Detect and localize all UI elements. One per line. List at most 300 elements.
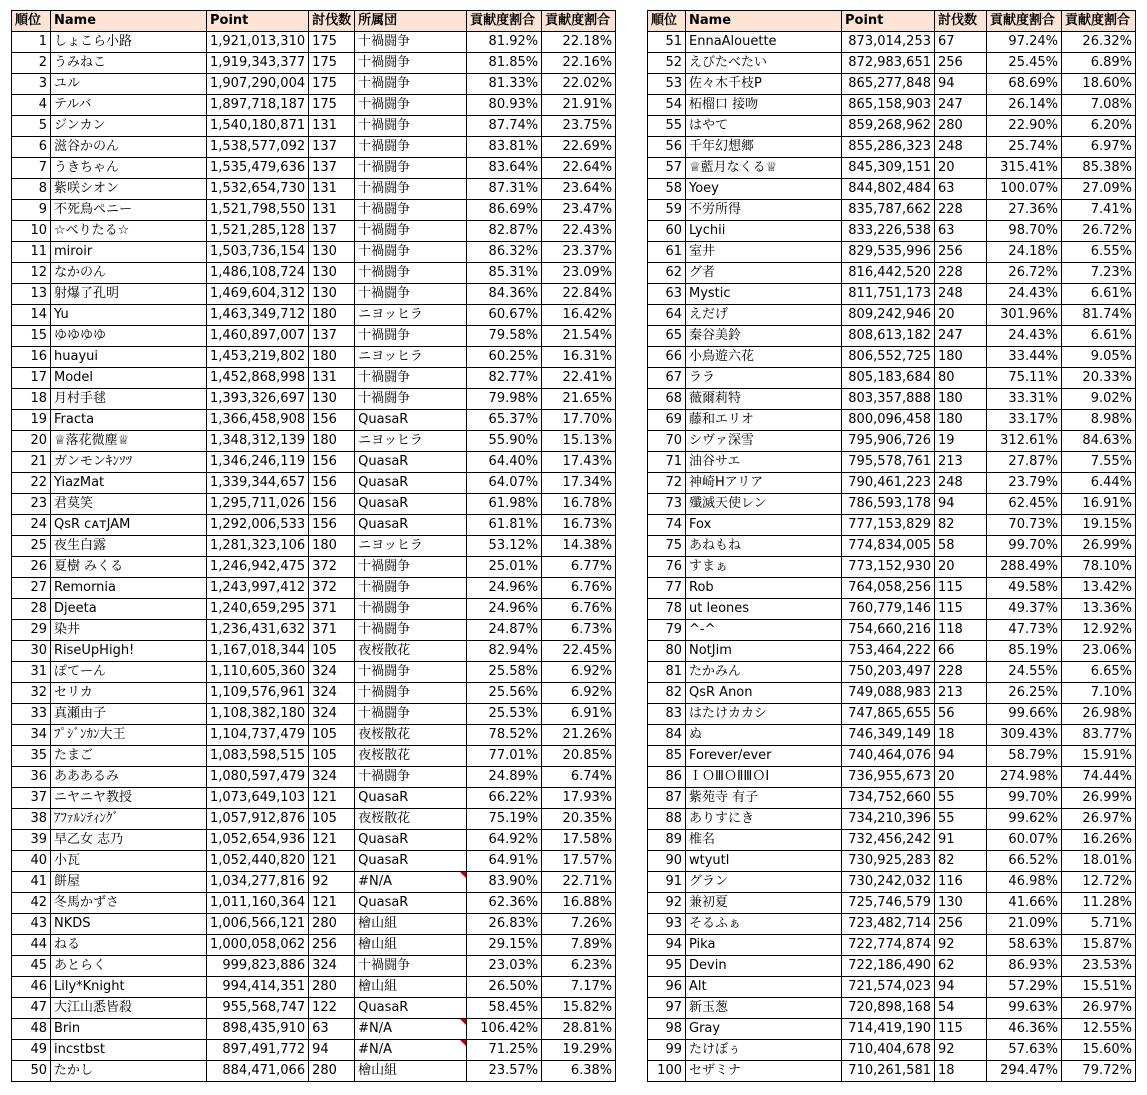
contribution-a-cell[interactable]: 83.90% <box>467 872 542 893</box>
name-cell[interactable]: すまぁ <box>686 557 842 578</box>
point-cell[interactable]: 795,578,761 <box>842 452 935 473</box>
point-cell[interactable]: 805,183,684 <box>842 368 935 389</box>
contribution-a-cell[interactable]: 25.45% <box>987 53 1062 74</box>
contribution-b-cell[interactable]: 22.45% <box>542 641 616 662</box>
rank-cell[interactable]: 8 <box>12 179 51 200</box>
guild-cell[interactable]: 十禍闘争 <box>355 368 467 389</box>
guild-cell[interactable]: 十禍闘争 <box>355 263 467 284</box>
point-cell[interactable]: 764,058,256 <box>842 578 935 599</box>
point-cell[interactable]: 803,357,888 <box>842 389 935 410</box>
kills-cell[interactable]: 137 <box>309 158 355 179</box>
kills-cell[interactable]: 94 <box>935 74 987 95</box>
rank-cell[interactable]: 48 <box>12 1019 51 1040</box>
contribution-a-cell[interactable]: 79.58% <box>467 326 542 347</box>
contribution-b-cell[interactable]: 20.33% <box>1062 368 1136 389</box>
point-cell[interactable]: 1,460,897,007 <box>207 326 309 347</box>
contribution-a-cell[interactable]: 97.24% <box>987 32 1062 53</box>
kills-cell[interactable]: 180 <box>935 410 987 431</box>
kills-cell[interactable]: 20 <box>935 557 987 578</box>
contribution-b-cell[interactable]: 22.69% <box>542 137 616 158</box>
contribution-a-cell[interactable]: 29.15% <box>467 935 542 956</box>
rank-cell[interactable]: 3 <box>12 74 51 95</box>
kills-cell[interactable]: 56 <box>935 704 987 725</box>
name-cell[interactable]: ut leones <box>686 599 842 620</box>
point-cell[interactable]: 1,453,219,802 <box>207 347 309 368</box>
contribution-b-cell[interactable]: 17.93% <box>542 788 616 809</box>
rank-cell[interactable]: 95 <box>648 956 686 977</box>
guild-cell[interactable]: 十禍闘争 <box>355 326 467 347</box>
contribution-b-cell[interactable]: 6.65% <box>1062 662 1136 683</box>
guild-cell[interactable]: 十禍闘争 <box>355 620 467 641</box>
guild-cell[interactable]: 十禍闘争 <box>355 179 467 200</box>
contribution-b-cell[interactable]: 15.91% <box>1062 746 1136 767</box>
header-contribution-a[interactable]: 貢献度割合 <box>987 11 1062 32</box>
kills-cell[interactable]: 116 <box>935 872 987 893</box>
name-cell[interactable]: セザミナ <box>686 1061 842 1082</box>
point-cell[interactable]: 1,236,431,632 <box>207 620 309 641</box>
name-cell[interactable]: Alt <box>686 977 842 998</box>
contribution-b-cell[interactable]: 21.26% <box>542 725 616 746</box>
kills-cell[interactable]: 122 <box>309 998 355 1019</box>
kills-cell[interactable]: 130 <box>309 389 355 410</box>
contribution-b-cell[interactable]: 23.53% <box>1062 956 1136 977</box>
contribution-a-cell[interactable]: 60.07% <box>987 830 1062 851</box>
contribution-a-cell[interactable]: 99.70% <box>987 536 1062 557</box>
kills-cell[interactable]: 80 <box>935 368 987 389</box>
kills-cell[interactable]: 131 <box>309 116 355 137</box>
contribution-b-cell[interactable]: 9.02% <box>1062 389 1136 410</box>
guild-cell[interactable]: 十禍闘争 <box>355 599 467 620</box>
rank-cell[interactable]: 56 <box>648 137 686 158</box>
kills-cell[interactable]: 324 <box>309 956 355 977</box>
rank-cell[interactable]: 64 <box>648 305 686 326</box>
contribution-b-cell[interactable]: 20.85% <box>542 746 616 767</box>
kills-cell[interactable]: 67 <box>935 32 987 53</box>
rank-cell[interactable]: 76 <box>648 557 686 578</box>
rank-cell[interactable]: 36 <box>12 767 51 788</box>
contribution-a-cell[interactable]: 83.64% <box>467 158 542 179</box>
point-cell[interactable]: 1,052,440,820 <box>207 851 309 872</box>
name-cell[interactable]: Djeeta <box>51 599 207 620</box>
point-cell[interactable]: 777,153,829 <box>842 515 935 536</box>
name-cell[interactable]: ねる <box>51 935 207 956</box>
point-cell[interactable]: 1,240,659,295 <box>207 599 309 620</box>
contribution-b-cell[interactable]: 6.20% <box>1062 116 1136 137</box>
name-cell[interactable]: ニヤニヤ教授 <box>51 788 207 809</box>
name-cell[interactable]: 油谷サエ <box>686 452 842 473</box>
guild-cell[interactable]: #N/A <box>355 1019 467 1040</box>
contribution-b-cell[interactable]: 15.82% <box>542 998 616 1019</box>
name-cell[interactable]: 千年幻想郷 <box>686 137 842 158</box>
point-cell[interactable]: 1,034,277,816 <box>207 872 309 893</box>
kills-cell[interactable]: 19 <box>935 431 987 452</box>
name-cell[interactable]: 秦谷美鈴 <box>686 326 842 347</box>
contribution-b-cell[interactable]: 7.41% <box>1062 200 1136 221</box>
name-cell[interactable]: NotJim <box>686 641 842 662</box>
rank-cell[interactable]: 22 <box>12 473 51 494</box>
kills-cell[interactable]: 121 <box>309 893 355 914</box>
rank-cell[interactable]: 23 <box>12 494 51 515</box>
kills-cell[interactable]: 130 <box>309 242 355 263</box>
contribution-b-cell[interactable]: 22.43% <box>542 221 616 242</box>
point-cell[interactable]: 859,268,962 <box>842 116 935 137</box>
contribution-a-cell[interactable]: 68.69% <box>987 74 1062 95</box>
contribution-b-cell[interactable]: 23.75% <box>542 116 616 137</box>
point-cell[interactable]: 1,246,942,475 <box>207 557 309 578</box>
contribution-b-cell[interactable]: 12.72% <box>1062 872 1136 893</box>
name-cell[interactable]: えびたべたい <box>686 53 842 74</box>
rank-cell[interactable]: 63 <box>648 284 686 305</box>
guild-cell[interactable]: QuasaR <box>355 494 467 515</box>
point-cell[interactable]: 1,167,018,344 <box>207 641 309 662</box>
contribution-b-cell[interactable]: 6.61% <box>1062 284 1136 305</box>
name-cell[interactable]: たけぼぅ <box>686 1040 842 1061</box>
kills-cell[interactable]: 63 <box>935 221 987 242</box>
rank-cell[interactable]: 88 <box>648 809 686 830</box>
name-cell[interactable]: 君莫笑 <box>51 494 207 515</box>
contribution-a-cell[interactable]: 33.17% <box>987 410 1062 431</box>
point-cell[interactable]: 1,452,868,998 <box>207 368 309 389</box>
point-cell[interactable]: 1,463,349,712 <box>207 305 309 326</box>
name-cell[interactable]: Mystic <box>686 284 842 305</box>
contribution-a-cell[interactable]: 98.70% <box>987 221 1062 242</box>
point-cell[interactable]: 722,774,874 <box>842 935 935 956</box>
guild-cell[interactable]: QuasaR <box>355 473 467 494</box>
rank-cell[interactable]: 58 <box>648 179 686 200</box>
contribution-a-cell[interactable]: 26.72% <box>987 263 1062 284</box>
kills-cell[interactable]: 92 <box>309 872 355 893</box>
contribution-b-cell[interactable]: 8.98% <box>1062 410 1136 431</box>
contribution-b-cell[interactable]: 22.16% <box>542 53 616 74</box>
contribution-b-cell[interactable]: 26.99% <box>1062 536 1136 557</box>
contribution-b-cell[interactable]: 17.43% <box>542 452 616 473</box>
contribution-b-cell[interactable]: 7.55% <box>1062 452 1136 473</box>
contribution-a-cell[interactable]: 309.43% <box>987 725 1062 746</box>
guild-cell[interactable]: QuasaR <box>355 893 467 914</box>
contribution-b-cell[interactable]: 6.76% <box>542 599 616 620</box>
name-cell[interactable]: 不労所得 <box>686 200 842 221</box>
name-cell[interactable]: ララ <box>686 368 842 389</box>
name-cell[interactable]: えだげ <box>686 305 842 326</box>
kills-cell[interactable]: 137 <box>309 326 355 347</box>
contribution-b-cell[interactable]: 26.32% <box>1062 32 1136 53</box>
guild-cell[interactable]: 十禍闘争 <box>355 242 467 263</box>
contribution-b-cell[interactable]: 17.57% <box>542 851 616 872</box>
kills-cell[interactable]: 20 <box>935 305 987 326</box>
name-cell[interactable]: 藤和エリオ <box>686 410 842 431</box>
name-cell[interactable]: はたけカカシ <box>686 704 842 725</box>
kills-cell[interactable]: 280 <box>309 1061 355 1082</box>
name-cell[interactable]: たまご <box>51 746 207 767</box>
contribution-b-cell[interactable]: 6.38% <box>542 1061 616 1082</box>
guild-cell[interactable]: QuasaR <box>355 998 467 1019</box>
name-cell[interactable]: Fox <box>686 515 842 536</box>
kills-cell[interactable]: 94 <box>935 977 987 998</box>
kills-cell[interactable]: 94 <box>935 494 987 515</box>
contribution-a-cell[interactable]: 58.63% <box>987 935 1062 956</box>
rank-cell[interactable]: 84 <box>648 725 686 746</box>
guild-cell[interactable]: 檜山組 <box>355 1061 467 1082</box>
contribution-a-cell[interactable]: 25.56% <box>467 683 542 704</box>
kills-cell[interactable]: 324 <box>309 683 355 704</box>
contribution-a-cell[interactable]: 64.07% <box>467 473 542 494</box>
contribution-b-cell[interactable]: 81.74% <box>1062 305 1136 326</box>
contribution-b-cell[interactable]: 6.97% <box>1062 137 1136 158</box>
point-cell[interactable]: 1,393,326,697 <box>207 389 309 410</box>
name-cell[interactable]: セリカ <box>51 683 207 704</box>
name-cell[interactable]: 冬馬かずさ <box>51 893 207 914</box>
kills-cell[interactable]: 54 <box>935 998 987 1019</box>
contribution-a-cell[interactable]: 85.19% <box>987 641 1062 662</box>
kills-cell[interactable]: 115 <box>935 1019 987 1040</box>
rank-cell[interactable]: 2 <box>12 53 51 74</box>
contribution-a-cell[interactable]: 24.89% <box>467 767 542 788</box>
contribution-b-cell[interactable]: 83.77% <box>1062 725 1136 746</box>
name-cell[interactable]: ユル <box>51 74 207 95</box>
contribution-b-cell[interactable]: 16.26% <box>1062 830 1136 851</box>
contribution-a-cell[interactable]: 99.70% <box>987 788 1062 809</box>
kills-cell[interactable]: 371 <box>309 620 355 641</box>
contribution-a-cell[interactable]: 33.44% <box>987 347 1062 368</box>
rank-cell[interactable]: 70 <box>648 431 686 452</box>
guild-cell[interactable]: 夜桜散花 <box>355 725 467 746</box>
point-cell[interactable]: 730,925,283 <box>842 851 935 872</box>
name-cell[interactable]: Lychii <box>686 221 842 242</box>
contribution-b-cell[interactable]: 7.17% <box>542 977 616 998</box>
kills-cell[interactable]: 228 <box>935 200 987 221</box>
guild-cell[interactable]: ニヨッヒラ <box>355 536 467 557</box>
kills-cell[interactable]: 91 <box>935 830 987 851</box>
point-cell[interactable]: 746,349,149 <box>842 725 935 746</box>
name-cell[interactable]: ﾌﾟｼﾞﾝｶﾝ大王 <box>51 725 207 746</box>
point-cell[interactable]: 872,983,651 <box>842 53 935 74</box>
contribution-b-cell[interactable]: 15.87% <box>1062 935 1136 956</box>
contribution-a-cell[interactable]: 99.66% <box>987 704 1062 725</box>
guild-cell[interactable]: QuasaR <box>355 452 467 473</box>
rank-cell[interactable]: 46 <box>12 977 51 998</box>
name-cell[interactable]: ありすにき <box>686 809 842 830</box>
guild-cell[interactable]: 夜桜散花 <box>355 641 467 662</box>
name-cell[interactable]: 餅屋 <box>51 872 207 893</box>
kills-cell[interactable]: 94 <box>309 1040 355 1061</box>
kills-cell[interactable]: 156 <box>309 515 355 536</box>
contribution-b-cell[interactable]: 21.91% <box>542 95 616 116</box>
contribution-b-cell[interactable]: 26.97% <box>1062 809 1136 830</box>
name-cell[interactable]: 大江山悉皆殺 <box>51 998 207 1019</box>
rank-cell[interactable]: 27 <box>12 578 51 599</box>
kills-cell[interactable]: 213 <box>935 683 987 704</box>
point-cell[interactable]: 1,292,006,533 <box>207 515 309 536</box>
contribution-b-cell[interactable]: 27.09% <box>1062 179 1136 200</box>
kills-cell[interactable]: 58 <box>935 536 987 557</box>
kills-cell[interactable]: 248 <box>935 284 987 305</box>
name-cell[interactable]: wtyutl <box>686 851 842 872</box>
rank-cell[interactable]: 16 <box>12 347 51 368</box>
contribution-a-cell[interactable]: 84.36% <box>467 284 542 305</box>
contribution-b-cell[interactable]: 28.81% <box>542 1019 616 1040</box>
kills-cell[interactable]: 20 <box>935 767 987 788</box>
name-cell[interactable]: 真瀬由子 <box>51 704 207 725</box>
point-cell[interactable]: 800,096,458 <box>842 410 935 431</box>
point-cell[interactable]: 773,152,930 <box>842 557 935 578</box>
guild-cell[interactable]: 十禍闘争 <box>355 683 467 704</box>
contribution-b-cell[interactable]: 22.41% <box>542 368 616 389</box>
kills-cell[interactable]: 280 <box>309 914 355 935</box>
kills-cell[interactable]: 248 <box>935 137 987 158</box>
rank-cell[interactable]: 91 <box>648 872 686 893</box>
contribution-a-cell[interactable]: 66.22% <box>467 788 542 809</box>
contribution-b-cell[interactable]: 23.37% <box>542 242 616 263</box>
rank-cell[interactable]: 55 <box>648 116 686 137</box>
name-cell[interactable]: そるふぁ <box>686 914 842 935</box>
kills-cell[interactable]: 105 <box>309 641 355 662</box>
point-cell[interactable]: 855,286,323 <box>842 137 935 158</box>
header-rank[interactable]: 順位 <box>648 11 686 32</box>
name-cell[interactable]: ♕落花微塵♕ <box>51 431 207 452</box>
rank-cell[interactable]: 20 <box>12 431 51 452</box>
rank-cell[interactable]: 39 <box>12 830 51 851</box>
rank-cell[interactable]: 72 <box>648 473 686 494</box>
rank-cell[interactable]: 24 <box>12 515 51 536</box>
kills-cell[interactable]: 130 <box>309 263 355 284</box>
contribution-b-cell[interactable]: 23.09% <box>542 263 616 284</box>
point-cell[interactable]: 1,503,736,154 <box>207 242 309 263</box>
contribution-b-cell[interactable]: 21.65% <box>542 389 616 410</box>
guild-cell[interactable]: 十禍闘争 <box>355 53 467 74</box>
contribution-a-cell[interactable]: 71.25% <box>467 1040 542 1061</box>
point-cell[interactable]: 1,110,605,360 <box>207 662 309 683</box>
rank-cell[interactable]: 75 <box>648 536 686 557</box>
name-cell[interactable]: huayui <box>51 347 207 368</box>
contribution-a-cell[interactable]: 26.14% <box>987 95 1062 116</box>
contribution-b-cell[interactable]: 22.64% <box>542 158 616 179</box>
contribution-a-cell[interactable]: 64.92% <box>467 830 542 851</box>
contribution-a-cell[interactable]: 288.49% <box>987 557 1062 578</box>
kills-cell[interactable]: 156 <box>309 452 355 473</box>
point-cell[interactable]: 790,461,223 <box>842 473 935 494</box>
rank-cell[interactable]: 1 <box>12 32 51 53</box>
point-cell[interactable]: 1,919,343,377 <box>207 53 309 74</box>
kills-cell[interactable]: 180 <box>935 389 987 410</box>
header-kills[interactable]: 討伐数 <box>309 11 355 32</box>
contribution-a-cell[interactable]: 64.40% <box>467 452 542 473</box>
header-point[interactable]: Point <box>842 11 935 32</box>
contribution-b-cell[interactable]: 26.97% <box>1062 998 1136 1019</box>
rank-cell[interactable]: 93 <box>648 914 686 935</box>
contribution-b-cell[interactable]: 23.47% <box>542 200 616 221</box>
contribution-b-cell[interactable]: 6.89% <box>1062 53 1136 74</box>
contribution-b-cell[interactable]: 7.10% <box>1062 683 1136 704</box>
rank-cell[interactable]: 29 <box>12 620 51 641</box>
rank-cell[interactable]: 62 <box>648 263 686 284</box>
name-cell[interactable]: Pika <box>686 935 842 956</box>
contribution-b-cell[interactable]: 15.51% <box>1062 977 1136 998</box>
contribution-b-cell[interactable]: 16.88% <box>542 893 616 914</box>
point-cell[interactable]: 1,243,997,412 <box>207 578 309 599</box>
point-cell[interactable]: 1,532,654,730 <box>207 179 309 200</box>
rank-cell[interactable]: 59 <box>648 200 686 221</box>
kills-cell[interactable]: 324 <box>309 662 355 683</box>
name-cell[interactable]: なかのん <box>51 263 207 284</box>
guild-cell[interactable]: 十禍闘争 <box>355 116 467 137</box>
rank-cell[interactable]: 73 <box>648 494 686 515</box>
contribution-b-cell[interactable]: 5.71% <box>1062 914 1136 935</box>
kills-cell[interactable]: 156 <box>309 494 355 515</box>
name-cell[interactable]: 小鳥遊六花 <box>686 347 842 368</box>
header-guild[interactable]: 所属団 <box>355 11 467 32</box>
contribution-a-cell[interactable]: 62.45% <box>987 494 1062 515</box>
name-cell[interactable]: 滋谷かのん <box>51 137 207 158</box>
point-cell[interactable]: 734,210,396 <box>842 809 935 830</box>
contribution-b-cell[interactable]: 21.54% <box>542 326 616 347</box>
contribution-a-cell[interactable]: 82.87% <box>467 221 542 242</box>
rank-cell[interactable]: 49 <box>12 1040 51 1061</box>
rank-cell[interactable]: 4 <box>12 95 51 116</box>
point-cell[interactable]: 710,261,581 <box>842 1061 935 1082</box>
guild-cell[interactable]: 十禍闘争 <box>355 284 467 305</box>
kills-cell[interactable]: 180 <box>309 431 355 452</box>
contribution-b-cell[interactable]: 74.44% <box>1062 767 1136 788</box>
contribution-a-cell[interactable]: 25.58% <box>467 662 542 683</box>
point-cell[interactable]: 809,242,946 <box>842 305 935 326</box>
rank-cell[interactable]: 40 <box>12 851 51 872</box>
guild-cell[interactable]: QuasaR <box>355 410 467 431</box>
rank-cell[interactable]: 92 <box>648 893 686 914</box>
name-cell[interactable]: 柘榴口 接吻 <box>686 95 842 116</box>
point-cell[interactable]: 722,186,490 <box>842 956 935 977</box>
name-cell[interactable]: Lily*Knight <box>51 977 207 998</box>
rank-cell[interactable]: 50 <box>12 1061 51 1082</box>
name-cell[interactable]: テルバ <box>51 95 207 116</box>
kills-cell[interactable]: 63 <box>935 179 987 200</box>
name-cell[interactable]: はやて <box>686 116 842 137</box>
point-cell[interactable]: 1,281,323,106 <box>207 536 309 557</box>
name-cell[interactable]: しょこら小路 <box>51 32 207 53</box>
point-cell[interactable]: 1,052,654,936 <box>207 830 309 851</box>
name-cell[interactable]: 染井 <box>51 620 207 641</box>
contribution-b-cell[interactable]: 6.91% <box>542 704 616 725</box>
contribution-a-cell[interactable]: 81.85% <box>467 53 542 74</box>
contribution-b-cell[interactable]: 13.36% <box>1062 599 1136 620</box>
point-cell[interactable]: 1,897,718,187 <box>207 95 309 116</box>
guild-cell[interactable]: QuasaR <box>355 788 467 809</box>
rank-cell[interactable]: 54 <box>648 95 686 116</box>
contribution-a-cell[interactable]: 25.74% <box>987 137 1062 158</box>
guild-cell[interactable]: 十禍闘争 <box>355 557 467 578</box>
point-cell[interactable]: 1,521,798,550 <box>207 200 309 221</box>
rank-cell[interactable]: 51 <box>648 32 686 53</box>
contribution-b-cell[interactable]: 18.60% <box>1062 74 1136 95</box>
point-cell[interactable]: 806,552,725 <box>842 347 935 368</box>
contribution-b-cell[interactable]: 7.89% <box>542 935 616 956</box>
kills-cell[interactable]: 62 <box>935 956 987 977</box>
rank-cell[interactable]: 14 <box>12 305 51 326</box>
contribution-a-cell[interactable]: 57.63% <box>987 1040 1062 1061</box>
contribution-a-cell[interactable]: 23.79% <box>987 473 1062 494</box>
name-cell[interactable]: 室井 <box>686 242 842 263</box>
rank-cell[interactable]: 80 <box>648 641 686 662</box>
contribution-a-cell[interactable]: 21.09% <box>987 914 1062 935</box>
contribution-b-cell[interactable]: 6.44% <box>1062 473 1136 494</box>
rank-cell[interactable]: 10 <box>12 221 51 242</box>
name-cell[interactable]: 射爆了孔明 <box>51 284 207 305</box>
name-cell[interactable]: ガンモンｷﾝｿﾂ <box>51 452 207 473</box>
point-cell[interactable]: 1,921,013,310 <box>207 32 309 53</box>
name-cell[interactable]: 夜生白露 <box>51 536 207 557</box>
name-cell[interactable]: ジンカン <box>51 116 207 137</box>
rank-cell[interactable]: 57 <box>648 158 686 179</box>
point-cell[interactable]: 816,442,520 <box>842 263 935 284</box>
